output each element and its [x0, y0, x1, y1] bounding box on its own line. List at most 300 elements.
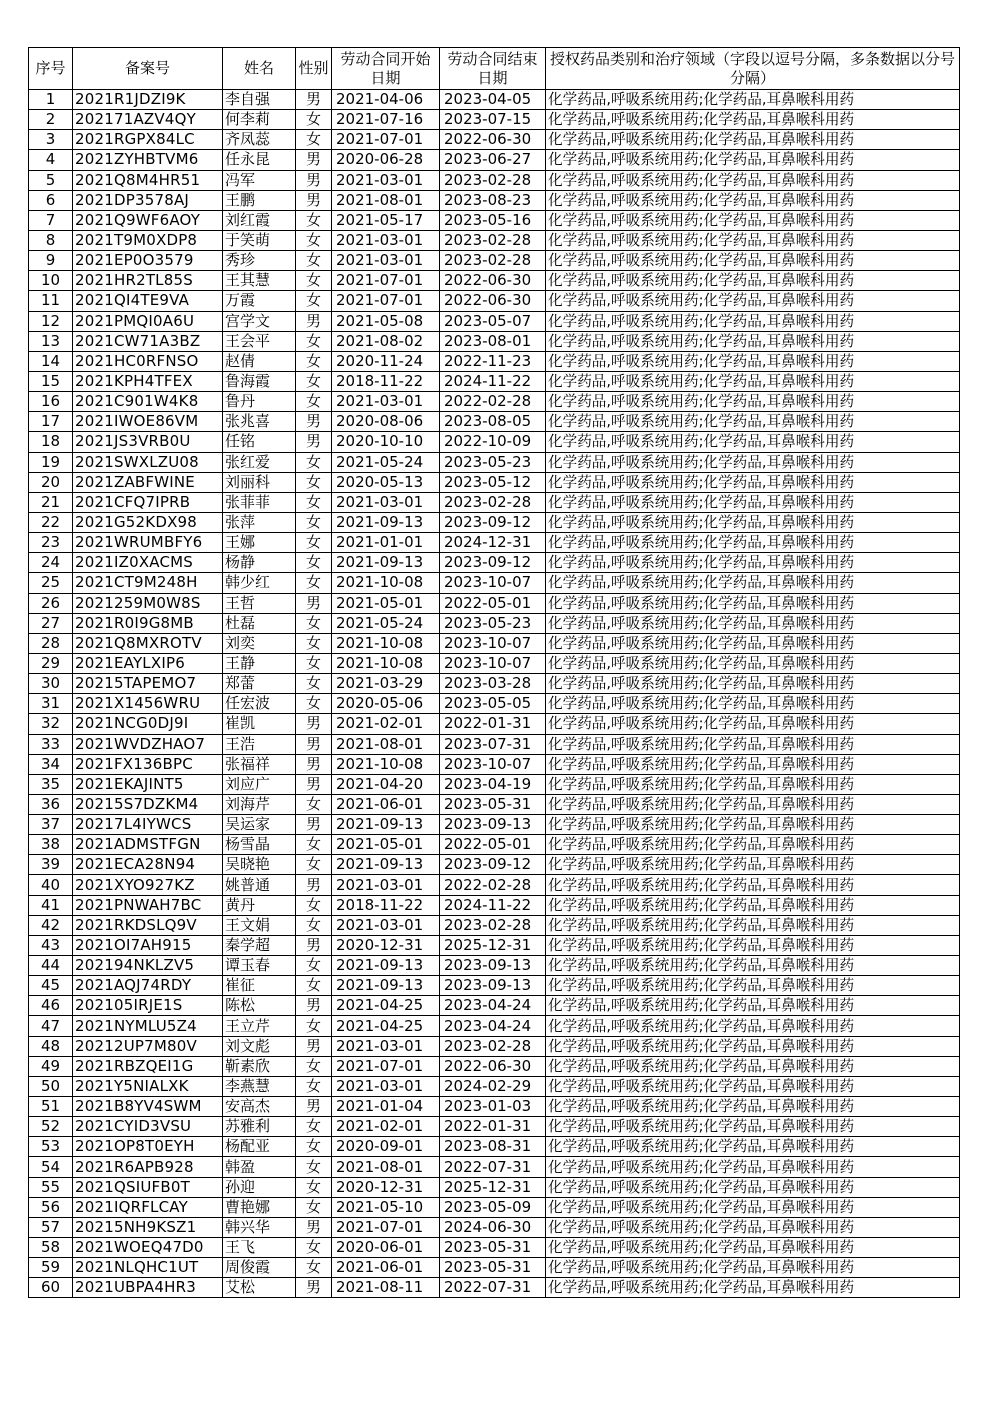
- cell-authorized-drugs: 化学药品,呼吸系统用药;化学药品,耳鼻喉科用药: [546, 512, 960, 532]
- cell-authorized-drugs: 化学药品,呼吸系统用药;化学药品,耳鼻喉科用药: [546, 875, 960, 895]
- table-row: [29, 774, 960, 794]
- cell-authorized-drugs: 化学药品,呼吸系统用药;化学药品,耳鼻喉科用药: [546, 633, 960, 653]
- table-row: [29, 1056, 960, 1076]
- cell-contract-start: 2021-07-01: [332, 130, 440, 150]
- cell-record-number: 2021RBZQEI1G: [73, 1056, 223, 1076]
- cell-gender: 女: [296, 1137, 332, 1157]
- cell-index: 26: [29, 593, 73, 613]
- cell-authorized-drugs: 化学药品,呼吸系统用药;化学药品,耳鼻喉科用药: [546, 1197, 960, 1217]
- cell-contract-start: 2020-06-28: [332, 150, 440, 170]
- cell-index: 35: [29, 774, 73, 794]
- cell-contract-start: 2021-09-13: [332, 815, 440, 835]
- cell-contract-end: 2023-10-07: [440, 573, 546, 593]
- table-row: [29, 492, 960, 512]
- cell-authorized-drugs: 化学药品,呼吸系统用药;化学药品,耳鼻喉科用药: [546, 90, 960, 110]
- cell-gender: 男: [296, 774, 332, 794]
- cell-contract-start: 2021-09-13: [332, 512, 440, 532]
- cell-authorized-drugs: 化学药品,呼吸系统用药;化学药品,耳鼻喉科用药: [546, 1097, 960, 1117]
- cell-authorized-drugs: 化学药品,呼吸系统用药;化学药品,耳鼻喉科用药: [546, 371, 960, 391]
- cell-authorized-drugs: 化学药品,呼吸系统用药;化学药品,耳鼻喉科用药: [546, 533, 960, 553]
- cell-contract-start: 2021-01-04: [332, 1097, 440, 1117]
- cell-contract-start: 2020-09-01: [332, 1137, 440, 1157]
- cell-gender: 女: [296, 794, 332, 814]
- cell-index: 6: [29, 190, 73, 210]
- cell-gender: 男: [296, 1217, 332, 1237]
- cell-name: 孙迎: [223, 1177, 296, 1197]
- cell-contract-end: 2025-12-31: [440, 1177, 546, 1197]
- cell-name: 韩盈: [223, 1157, 296, 1177]
- cell-authorized-drugs: 化学药品,呼吸系统用药;化学药品,耳鼻喉科用药: [546, 1076, 960, 1096]
- cell-contract-end: 2023-10-07: [440, 653, 546, 673]
- cell-index: 23: [29, 533, 73, 553]
- cell-gender: 男: [296, 754, 332, 774]
- cell-index: 58: [29, 1238, 73, 1258]
- cell-index: 13: [29, 331, 73, 351]
- cell-name: 韩兴华: [223, 1217, 296, 1237]
- cell-name: 陈松: [223, 996, 296, 1016]
- cell-authorized-drugs: 化学药品,呼吸系统用药;化学药品,耳鼻喉科用药: [546, 935, 960, 955]
- cell-gender: 女: [296, 915, 332, 935]
- cell-gender: 女: [296, 1238, 332, 1258]
- cell-authorized-drugs: 化学药品,呼吸系统用药;化学药品,耳鼻喉科用药: [546, 351, 960, 371]
- cell-gender: 女: [296, 210, 332, 230]
- cell-contract-start: 2020-06-01: [332, 1238, 440, 1258]
- table-row: [29, 613, 960, 633]
- cell-contract-end: 2023-05-23: [440, 613, 546, 633]
- cell-gender: 男: [296, 1097, 332, 1117]
- cell-gender: 男: [296, 714, 332, 734]
- cell-contract-end: 2023-05-07: [440, 311, 546, 331]
- cell-record-number: 2021FX136BPC: [73, 754, 223, 774]
- cell-index: 37: [29, 815, 73, 835]
- cell-authorized-drugs: 化学药品,呼吸系统用药;化学药品,耳鼻喉科用药: [546, 1217, 960, 1237]
- cell-name: 杜磊: [223, 613, 296, 633]
- cell-name: 姚普通: [223, 875, 296, 895]
- table-row: [29, 935, 960, 955]
- cell-authorized-drugs: 化学药品,呼吸系统用药;化学药品,耳鼻喉科用药: [546, 1157, 960, 1177]
- cell-contract-start: 2021-06-01: [332, 1258, 440, 1278]
- cell-contract-end: 2022-06-30: [440, 1056, 546, 1076]
- cell-name: 王会平: [223, 331, 296, 351]
- cell-authorized-drugs: 化学药品,呼吸系统用药;化学药品,耳鼻喉科用药: [546, 1177, 960, 1197]
- cell-record-number: 2021NLQHC1UT: [73, 1258, 223, 1278]
- cell-gender: 男: [296, 1278, 332, 1298]
- cell-contract-end: 2023-02-28: [440, 230, 546, 250]
- cell-record-number: 2021Y5NIALXK: [73, 1076, 223, 1096]
- table-row: [29, 694, 960, 714]
- cell-index: 39: [29, 855, 73, 875]
- cell-gender: 女: [296, 1016, 332, 1036]
- cell-gender: 女: [296, 110, 332, 130]
- cell-record-number: 2021EP0O3579: [73, 251, 223, 271]
- cell-authorized-drugs: 化学药品,呼吸系统用药;化学药品,耳鼻喉科用药: [546, 573, 960, 593]
- cell-authorized-drugs: 化学药品,呼吸系统用药;化学药品,耳鼻喉科用药: [546, 1117, 960, 1137]
- cell-index: 57: [29, 1217, 73, 1237]
- cell-contract-start: 2021-03-01: [332, 1036, 440, 1056]
- cell-contract-end: 2023-02-28: [440, 492, 546, 512]
- cell-contract-start: 2021-03-01: [332, 392, 440, 412]
- cell-index: 28: [29, 633, 73, 653]
- cell-authorized-drugs: 化学药品,呼吸系统用药;化学药品,耳鼻喉科用药: [546, 895, 960, 915]
- table-row: [29, 1217, 960, 1237]
- cell-gender: 女: [296, 291, 332, 311]
- cell-index: 18: [29, 432, 73, 452]
- cell-contract-start: 2021-07-01: [332, 1056, 440, 1076]
- cell-index: 12: [29, 311, 73, 331]
- cell-gender: 女: [296, 573, 332, 593]
- cell-index: 48: [29, 1036, 73, 1056]
- cell-authorized-drugs: 化学药品,呼吸系统用药;化学药品,耳鼻喉科用药: [546, 1036, 960, 1056]
- cell-authorized-drugs: 化学药品,呼吸系统用药;化学药品,耳鼻喉科用药: [546, 251, 960, 271]
- cell-gender: 女: [296, 1197, 332, 1217]
- cell-record-number: 20212UP7M80V: [73, 1036, 223, 1056]
- cell-contract-start: 2020-11-24: [332, 351, 440, 371]
- table-row: [29, 291, 960, 311]
- cell-authorized-drugs: 化学药品,呼吸系统用药;化学药品,耳鼻喉科用药: [546, 170, 960, 190]
- cell-contract-end: 2022-06-30: [440, 291, 546, 311]
- cell-gender: 女: [296, 1117, 332, 1137]
- cell-authorized-drugs: 化学药品,呼吸系统用药;化学药品,耳鼻喉科用药: [546, 271, 960, 291]
- cell-contract-end: 2023-08-01: [440, 331, 546, 351]
- cell-contract-end: 2023-04-19: [440, 774, 546, 794]
- cell-contract-end: 2023-09-12: [440, 512, 546, 532]
- table-row: [29, 1016, 960, 1036]
- cell-gender: 女: [296, 533, 332, 553]
- cell-index: 16: [29, 392, 73, 412]
- cell-contract-start: 2021-07-16: [332, 110, 440, 130]
- table-row: [29, 553, 960, 573]
- cell-contract-end: 2022-06-30: [440, 130, 546, 150]
- cell-gender: 女: [296, 130, 332, 150]
- cell-authorized-drugs: 化学药品,呼吸系统用药;化学药品,耳鼻喉科用药: [546, 855, 960, 875]
- cell-authorized-drugs: 化学药品,呼吸系统用药;化学药品,耳鼻喉科用药: [546, 210, 960, 230]
- cell-contract-start: 2021-03-01: [332, 170, 440, 190]
- cell-contract-start: 2018-11-22: [332, 371, 440, 391]
- cell-index: 21: [29, 492, 73, 512]
- cell-record-number: 2021QSIUFB0T: [73, 1177, 223, 1197]
- table-row: [29, 875, 960, 895]
- cell-name: 万霞: [223, 291, 296, 311]
- cell-name: 杨雪晶: [223, 835, 296, 855]
- cell-contract-start: 2020-08-06: [332, 412, 440, 432]
- cell-record-number: 2021IZ0XACMS: [73, 553, 223, 573]
- cell-index: 36: [29, 794, 73, 814]
- cell-contract-start: 2021-03-01: [332, 875, 440, 895]
- cell-gender: 女: [296, 1177, 332, 1197]
- cell-index: 51: [29, 1097, 73, 1117]
- cell-record-number: 2021IQRFLCAY: [73, 1197, 223, 1217]
- cell-name: 刘文彪: [223, 1036, 296, 1056]
- cell-record-number: 2021SWXLZU08: [73, 452, 223, 472]
- cell-gender: 女: [296, 1056, 332, 1076]
- cell-authorized-drugs: 化学药品,呼吸系统用药;化学药品,耳鼻喉科用药: [546, 553, 960, 573]
- cell-name: 任永昆: [223, 150, 296, 170]
- cell-contract-end: 2022-07-31: [440, 1278, 546, 1298]
- cell-record-number: 2021DP3578AJ: [73, 190, 223, 210]
- table-row: [29, 1157, 960, 1177]
- cell-contract-end: 2023-05-05: [440, 694, 546, 714]
- cell-authorized-drugs: 化学药品,呼吸系统用药;化学药品,耳鼻喉科用药: [546, 1258, 960, 1278]
- cell-gender: 男: [296, 432, 332, 452]
- cell-gender: 女: [296, 371, 332, 391]
- cell-record-number: 20217L4IYWCS: [73, 815, 223, 835]
- cell-record-number: 202194NKLZV5: [73, 956, 223, 976]
- cell-contract-end: 2022-05-01: [440, 835, 546, 855]
- cell-name: 秦学超: [223, 935, 296, 955]
- cell-contract-end: 2023-09-13: [440, 956, 546, 976]
- table-row: [29, 633, 960, 653]
- cell-authorized-drugs: 化学药品,呼吸系统用药;化学药品,耳鼻喉科用药: [546, 593, 960, 613]
- cell-gender: 女: [296, 472, 332, 492]
- table-row: [29, 573, 960, 593]
- cell-name: 张福祥: [223, 754, 296, 774]
- cell-authorized-drugs: 化学药品,呼吸系统用药;化学药品,耳鼻喉科用药: [546, 613, 960, 633]
- cell-authorized-drugs: 化学药品,呼吸系统用药;化学药品,耳鼻喉科用药: [546, 311, 960, 331]
- table-row: [29, 956, 960, 976]
- table-row: [29, 1137, 960, 1157]
- cell-name: 刘红霞: [223, 210, 296, 230]
- cell-gender: 女: [296, 1076, 332, 1096]
- cell-authorized-drugs: 化学药品,呼吸系统用药;化学药品,耳鼻喉科用药: [546, 472, 960, 492]
- cell-index: 38: [29, 835, 73, 855]
- cell-authorized-drugs: 化学药品,呼吸系统用药;化学药品,耳鼻喉科用药: [546, 130, 960, 150]
- cell-contract-end: 2023-05-16: [440, 210, 546, 230]
- cell-index: 22: [29, 512, 73, 532]
- cell-contract-start: 2021-05-10: [332, 1197, 440, 1217]
- cell-record-number: 2021C901W4K8: [73, 392, 223, 412]
- cell-contract-end: 2024-11-22: [440, 895, 546, 915]
- cell-index: 47: [29, 1016, 73, 1036]
- cell-record-number: 2021EAYLXIP6: [73, 653, 223, 673]
- cell-contract-start: 2021-06-01: [332, 794, 440, 814]
- table-row: [29, 895, 960, 915]
- cell-record-number: 2021B8YV4SWM: [73, 1097, 223, 1117]
- cell-contract-end: 2023-09-12: [440, 553, 546, 573]
- cell-gender: 女: [296, 351, 332, 371]
- cell-contract-start: 2021-09-13: [332, 855, 440, 875]
- cell-authorized-drugs: 化学药品,呼吸系统用药;化学药品,耳鼻喉科用药: [546, 150, 960, 170]
- cell-name: 鲁海霞: [223, 371, 296, 391]
- cell-record-number: 2021Q8M4HR51: [73, 170, 223, 190]
- cell-record-number: 2021CW71A3BZ: [73, 331, 223, 351]
- cell-contract-end: 2023-06-27: [440, 150, 546, 170]
- cell-contract-start: 2021-08-01: [332, 734, 440, 754]
- cell-contract-start: 2021-03-01: [332, 230, 440, 250]
- cell-contract-start: 2021-04-06: [332, 90, 440, 110]
- cell-gender: 女: [296, 956, 332, 976]
- cell-name: 崔凯: [223, 714, 296, 734]
- cell-authorized-drugs: 化学药品,呼吸系统用药;化学药品,耳鼻喉科用药: [546, 734, 960, 754]
- cell-gender: 男: [296, 734, 332, 754]
- cell-record-number: 2021PMQI0A6U: [73, 311, 223, 331]
- cell-contract-start: 2021-09-13: [332, 956, 440, 976]
- cell-index: 8: [29, 230, 73, 250]
- cell-index: 31: [29, 694, 73, 714]
- cell-contract-end: 2022-02-28: [440, 392, 546, 412]
- cell-index: 50: [29, 1076, 73, 1096]
- table-row: [29, 371, 960, 391]
- cell-index: 20: [29, 472, 73, 492]
- cell-index: 11: [29, 291, 73, 311]
- cell-name: 张菲菲: [223, 492, 296, 512]
- cell-contract-end: 2023-01-03: [440, 1097, 546, 1117]
- cell-name: 冯军: [223, 170, 296, 190]
- cell-authorized-drugs: 化学药品,呼吸系统用药;化学药品,耳鼻喉科用药: [546, 432, 960, 452]
- cell-index: 53: [29, 1137, 73, 1157]
- cell-contract-start: 2021-05-17: [332, 210, 440, 230]
- cell-contract-end: 2022-01-31: [440, 1117, 546, 1137]
- cell-contract-end: 2022-10-09: [440, 432, 546, 452]
- cell-record-number: 2021JS3VRB0U: [73, 432, 223, 452]
- cell-authorized-drugs: 化学药品,呼吸系统用药;化学药品,耳鼻喉科用药: [546, 452, 960, 472]
- cell-contract-end: 2022-05-01: [440, 593, 546, 613]
- cell-contract-end: 2024-12-31: [440, 533, 546, 553]
- table-row: [29, 653, 960, 673]
- cell-contract-start: 2021-05-08: [332, 311, 440, 331]
- table-row: [29, 472, 960, 492]
- registration-table: [28, 47, 960, 1298]
- cell-record-number: 2021ZABFWINE: [73, 472, 223, 492]
- header-contract-end: 劳动合同结束日期: [440, 48, 546, 90]
- cell-contract-start: 2021-09-13: [332, 553, 440, 573]
- cell-name: 任铭: [223, 432, 296, 452]
- header-gender: 性别: [296, 48, 332, 90]
- cell-contract-start: 2021-08-02: [332, 331, 440, 351]
- header-name: 姓名: [223, 48, 296, 90]
- cell-gender: 女: [296, 855, 332, 875]
- cell-record-number: 2021OI7AH915: [73, 935, 223, 955]
- cell-contract-start: 2021-01-01: [332, 533, 440, 553]
- cell-record-number: 2021XYO927KZ: [73, 875, 223, 895]
- cell-contract-start: 2021-10-08: [332, 573, 440, 593]
- cell-index: 25: [29, 573, 73, 593]
- cell-name: 王浩: [223, 734, 296, 754]
- cell-authorized-drugs: 化学药品,呼吸系统用药;化学药品,耳鼻喉科用药: [546, 694, 960, 714]
- cell-record-number: 2021R0I9G8MB: [73, 613, 223, 633]
- cell-record-number: 2021CFQ7IPRB: [73, 492, 223, 512]
- cell-name: 曹艳娜: [223, 1197, 296, 1217]
- cell-contract-end: 2023-05-23: [440, 452, 546, 472]
- table-row: [29, 1238, 960, 1258]
- cell-contract-end: 2023-05-31: [440, 794, 546, 814]
- table-row: [29, 512, 960, 532]
- cell-name: 王飞: [223, 1238, 296, 1258]
- cell-name: 王静: [223, 653, 296, 673]
- table-row: [29, 815, 960, 835]
- cell-name: 鲁丹: [223, 392, 296, 412]
- cell-contract-end: 2023-05-31: [440, 1258, 546, 1278]
- cell-gender: 男: [296, 815, 332, 835]
- cell-contract-end: 2024-11-22: [440, 371, 546, 391]
- cell-name: 刘奕: [223, 633, 296, 653]
- cell-name: 周俊霞: [223, 1258, 296, 1278]
- table-row: [29, 90, 960, 110]
- cell-contract-start: 2020-12-31: [332, 1177, 440, 1197]
- cell-record-number: 2021WRUMBFY6: [73, 533, 223, 553]
- table-row: [29, 412, 960, 432]
- cell-contract-start: 2021-05-24: [332, 613, 440, 633]
- cell-gender: 女: [296, 271, 332, 291]
- cell-name: 谭玉春: [223, 956, 296, 976]
- table-row: [29, 734, 960, 754]
- cell-authorized-drugs: 化学药品,呼吸系统用药;化学药品,耳鼻喉科用药: [546, 230, 960, 250]
- cell-contract-start: 2021-10-08: [332, 653, 440, 673]
- cell-gender: 男: [296, 996, 332, 1016]
- cell-contract-start: 2020-05-13: [332, 472, 440, 492]
- cell-authorized-drugs: 化学药品,呼吸系统用药;化学药品,耳鼻喉科用药: [546, 996, 960, 1016]
- table-row: [29, 1036, 960, 1056]
- cell-gender: 男: [296, 1036, 332, 1056]
- table-row: [29, 1278, 960, 1298]
- cell-index: 4: [29, 150, 73, 170]
- cell-name: 郑蕾: [223, 674, 296, 694]
- cell-record-number: 2021HR2TL85S: [73, 271, 223, 291]
- cell-contract-start: 2021-03-01: [332, 492, 440, 512]
- cell-index: 2: [29, 110, 73, 130]
- cell-authorized-drugs: 化学药品,呼吸系统用药;化学药品,耳鼻喉科用药: [546, 815, 960, 835]
- cell-contract-end: 2023-09-12: [440, 855, 546, 875]
- cell-contract-end: 2023-10-07: [440, 633, 546, 653]
- cell-gender: 女: [296, 835, 332, 855]
- cell-name: 王文娟: [223, 915, 296, 935]
- cell-record-number: 2021NCG0DJ9I: [73, 714, 223, 734]
- cell-contract-start: 2021-07-01: [332, 271, 440, 291]
- table-row: [29, 110, 960, 130]
- cell-record-number: 202171AZV4QY: [73, 110, 223, 130]
- cell-contract-start: 2021-09-13: [332, 976, 440, 996]
- cell-contract-end: 2023-07-15: [440, 110, 546, 130]
- cell-gender: 女: [296, 331, 332, 351]
- cell-gender: 女: [296, 976, 332, 996]
- table-row: [29, 996, 960, 1016]
- table-row: [29, 452, 960, 472]
- cell-contract-start: 2021-02-01: [332, 1117, 440, 1137]
- cell-index: 3: [29, 130, 73, 150]
- header-index: 序号: [29, 48, 73, 90]
- cell-record-number: 2021WVDZHAO7: [73, 734, 223, 754]
- cell-name: 杨静: [223, 553, 296, 573]
- table-row: [29, 835, 960, 855]
- cell-gender: 男: [296, 412, 332, 432]
- cell-record-number: 2021QI4TE9VA: [73, 291, 223, 311]
- header-record-number: 备案号: [73, 48, 223, 90]
- cell-record-number: 2021Q8MXROTV: [73, 633, 223, 653]
- table-row: [29, 674, 960, 694]
- cell-contract-end: 2023-10-07: [440, 754, 546, 774]
- cell-contract-start: 2021-08-11: [332, 1278, 440, 1298]
- cell-authorized-drugs: 化学药品,呼吸系统用药;化学药品,耳鼻喉科用药: [546, 1278, 960, 1298]
- cell-index: 15: [29, 371, 73, 391]
- cell-name: 刘应广: [223, 774, 296, 794]
- cell-contract-end: 2023-02-28: [440, 915, 546, 935]
- cell-authorized-drugs: 化学药品,呼吸系统用药;化学药品,耳鼻喉科用药: [546, 492, 960, 512]
- cell-record-number: 20215TAPEMO7: [73, 674, 223, 694]
- cell-contract-start: 2021-08-01: [332, 190, 440, 210]
- cell-contract-start: 2021-05-01: [332, 835, 440, 855]
- cell-contract-end: 2022-01-31: [440, 714, 546, 734]
- cell-gender: 女: [296, 895, 332, 915]
- cell-index: 42: [29, 915, 73, 935]
- cell-contract-start: 2021-07-01: [332, 291, 440, 311]
- table-row: [29, 855, 960, 875]
- cell-contract-end: 2022-06-30: [440, 271, 546, 291]
- cell-record-number: 2021G52KDX98: [73, 512, 223, 532]
- cell-name: 李自强: [223, 90, 296, 110]
- cell-contract-start: 2021-03-29: [332, 674, 440, 694]
- cell-record-number: 2021Q9WF6AOY: [73, 210, 223, 230]
- cell-record-number: 2021NYMLU5Z4: [73, 1016, 223, 1036]
- header-row: [29, 48, 960, 90]
